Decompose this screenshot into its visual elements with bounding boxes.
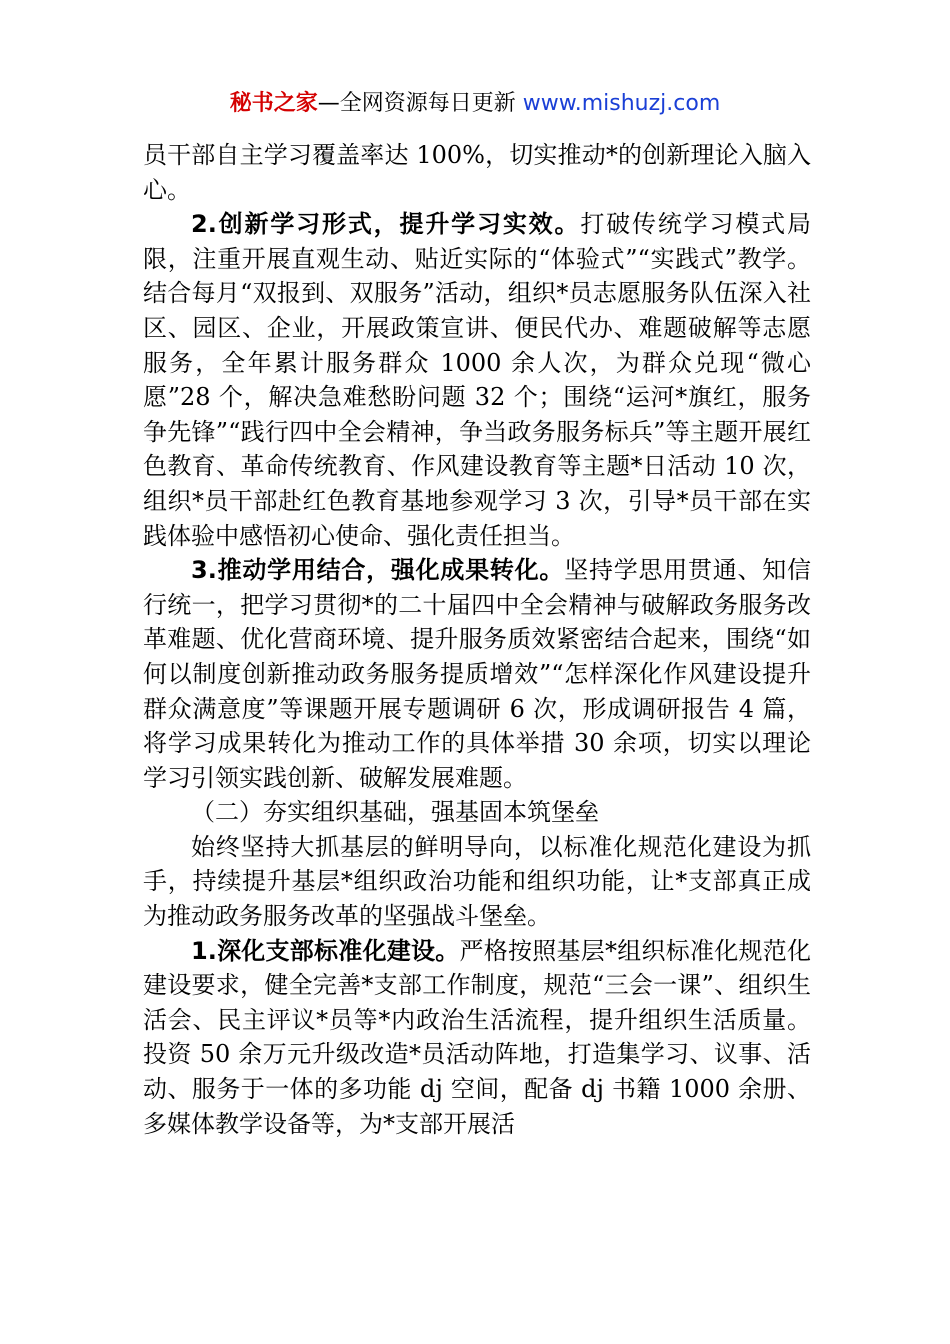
- paragraph-text: 严格按照基层*组织标准化规范化建设要求，健全完善*支部工作制度，规范“三会一课”、组织生活会、民主评议*员等*内政治生活流程，提升组织生活质量。投资 50 余万元升级改造*员活动阵地，打造集学习、议事、活动、服务于一体的多功能 dj 空间，配备 dj 书籍 1000 余册、多媒体教学设备等，为*支部开展活: [143, 936, 811, 1138]
- paragraph-item-2: [143, 207, 811, 553]
- site-brand: 秘书之家: [229, 91, 318, 116]
- paragraph-text: 员干部自主学习覆盖率达 100%，切实推动*的创新理论入脑入心。: [143, 141, 811, 204]
- paragraph-continued: [143, 138, 811, 207]
- section-heading-text: （二）夯实组织基础，强基固本筑堡垒: [191, 798, 599, 827]
- paragraph-text: 打破传统学习模式局限，注重开展直观生动、贴近实际的“体验式”“实践式”教学。结合每月“双报到、双服务”活动，组织*员志愿服务队伍深入社区、园区、企业，开展政策宣讲、便民代办、难题破解等志愿服务，全年累计服务群众 1000 余人次，为群众兑现“微心愿”28 个，解决急难愁盼问题 32 个；围绕“运河*旗红，服务争先锋”“践行四中全会精神，争当政务服务标兵”等主题开展红色教育、革命传统教育、作风建设教育等主题*日活动 10 次，组织*员干部赴红色教育基地参观学习 3 次，引导*员干部在实践体验中感悟初心使命、强化责任担当。: [143, 210, 811, 550]
- paragraph-heading: 2.创新学习形式，提升学习实效。: [191, 210, 581, 239]
- paragraph-item-1: [143, 934, 811, 1142]
- site-header: [0, 88, 950, 120]
- paragraph-text: 始终坚持大抓基层的鲜明导向，以标准化规范化建设为抓手，持续提升基层*组织政治功能和组织功能，让*支部真正成为推动政务服务改革的坚强战斗堡垒。: [143, 832, 811, 931]
- site-tagline: —全网资源每日更新: [317, 91, 523, 116]
- paragraph-item-3: [143, 553, 811, 795]
- section-heading: [143, 795, 811, 830]
- paragraph-heading: 1.深化支部标准化建设。: [191, 936, 460, 965]
- section-intro-paragraph: [143, 830, 811, 934]
- paragraph-text: 坚持学思用贯通、知信行统一，把学习贯彻*的二十届四中全会精神与破解政务服务改革难题、优化营商环境、提升服务质效紧密结合起来，围绕“如何以制度创新推动政务服务提质增效”“怎样深化作风建设提升群众满意度”等课题开展专题调研 6 次，形成调研报告 4 篇，将学习成果转化为推动工作的具体举措 30 余项，切实以理论学习引领实践创新、破解发展难题。: [143, 556, 812, 792]
- site-url-link[interactable]: www.mishuzj.com: [522, 91, 721, 116]
- document-body: [143, 138, 811, 1141]
- paragraph-heading: 3.推动学用结合，强化成果转化。: [191, 556, 565, 585]
